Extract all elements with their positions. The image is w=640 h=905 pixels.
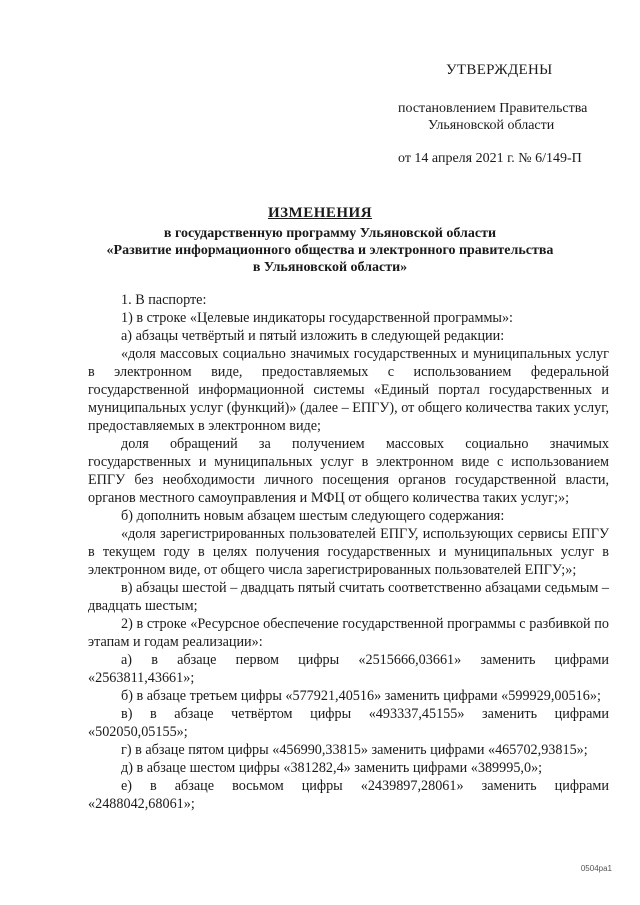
paragraph: в) в абзаце четвёртом цифры «493337,45155» заменить цифрами «502050,05155»; [88,706,609,740]
paragraph: д) в абзаце шестом цифры «381282,4» заменить цифрами «389995,0»; [121,760,543,776]
paragraph: а) абзацы четвёртый и пятый изложить в следующей редакции: [121,328,505,344]
footer-code: 0504ра1 [580,864,612,873]
paragraph: б) дополнить новым абзацем шестым следующего содержания: [121,508,505,524]
paragraph: «доля зарегистрированных пользователей ЕПГУ, использующих сервисы ЕПГУ в текущем году в целях получения государственных и муниципальных услуг в электронном виде, от общего числа зарегистрированных пользователей ЕПГУ;»; [88,526,609,578]
decree-line-2: Ульяновской области [428,118,555,133]
paragraph: в) абзацы шестой – двадцать пятый считать соответственно абзацами седьмым – двадцать шестым; [88,580,609,614]
paragraph: е) в абзаце восьмом цифры «2439897,28061» заменить цифрами «2488042,68061»; [88,778,609,812]
decree-date-number: от 14 апреля 2021 г. № 6/149-П [398,151,582,166]
paragraph: г) в абзаце пятом цифры «456990,33815» заменить цифрами «465702,93815»; [121,742,588,758]
paragraph: доля обращений за получением массовых социально значимых государственных и муниципальных услуг в электронном виде с использованием ЕПГУ без необходимости личного посещения органов государственной власти, органов местного самоуправления и МФЦ от общего количества таких услуг;»; [88,436,609,506]
paragraph: 1. В паспорте: [121,292,207,308]
paragraph: «доля массовых социально значимых государственных и муниципальных услуг в электронном виде, предоставляемых с использованием федеральной государственной информационной системы «Единый портал государственных и муниципальных услуг (функций)» (далее – ЕПГУ), от общего количества таких услуг, предоставляемых в электронном виде; [88,346,610,434]
paragraph: 2) в строке «Ресурсное обеспечение государственной программы с разбивкой по этапам и годам реализации»: [88,616,609,650]
document-body [88,291,609,813]
subtitle-line-3: в Ульяновской области» [252,260,408,275]
document-title: ИЗМЕНЕНИЯ [267,205,373,221]
decree-line-1: постановлением Правительства [398,101,588,116]
subtitle-line-1: в государственную программу Ульяновской области [163,226,497,241]
paragraph: 1) в строке «Целевые индикаторы государственной программы»: [121,310,513,326]
paragraph: б) в абзаце третьем цифры «577921,40516» заменить цифрами «599929,00516»; [121,688,601,704]
subtitle-line-2: «Развитие информационного общества и электронного правительства [106,243,554,258]
paragraph: а) в абзаце первом цифры «2515666,03661» заменить цифрами «2563811,43661»; [88,652,609,686]
approved-heading: УТВЕРЖДЕНЫ [446,62,553,78]
